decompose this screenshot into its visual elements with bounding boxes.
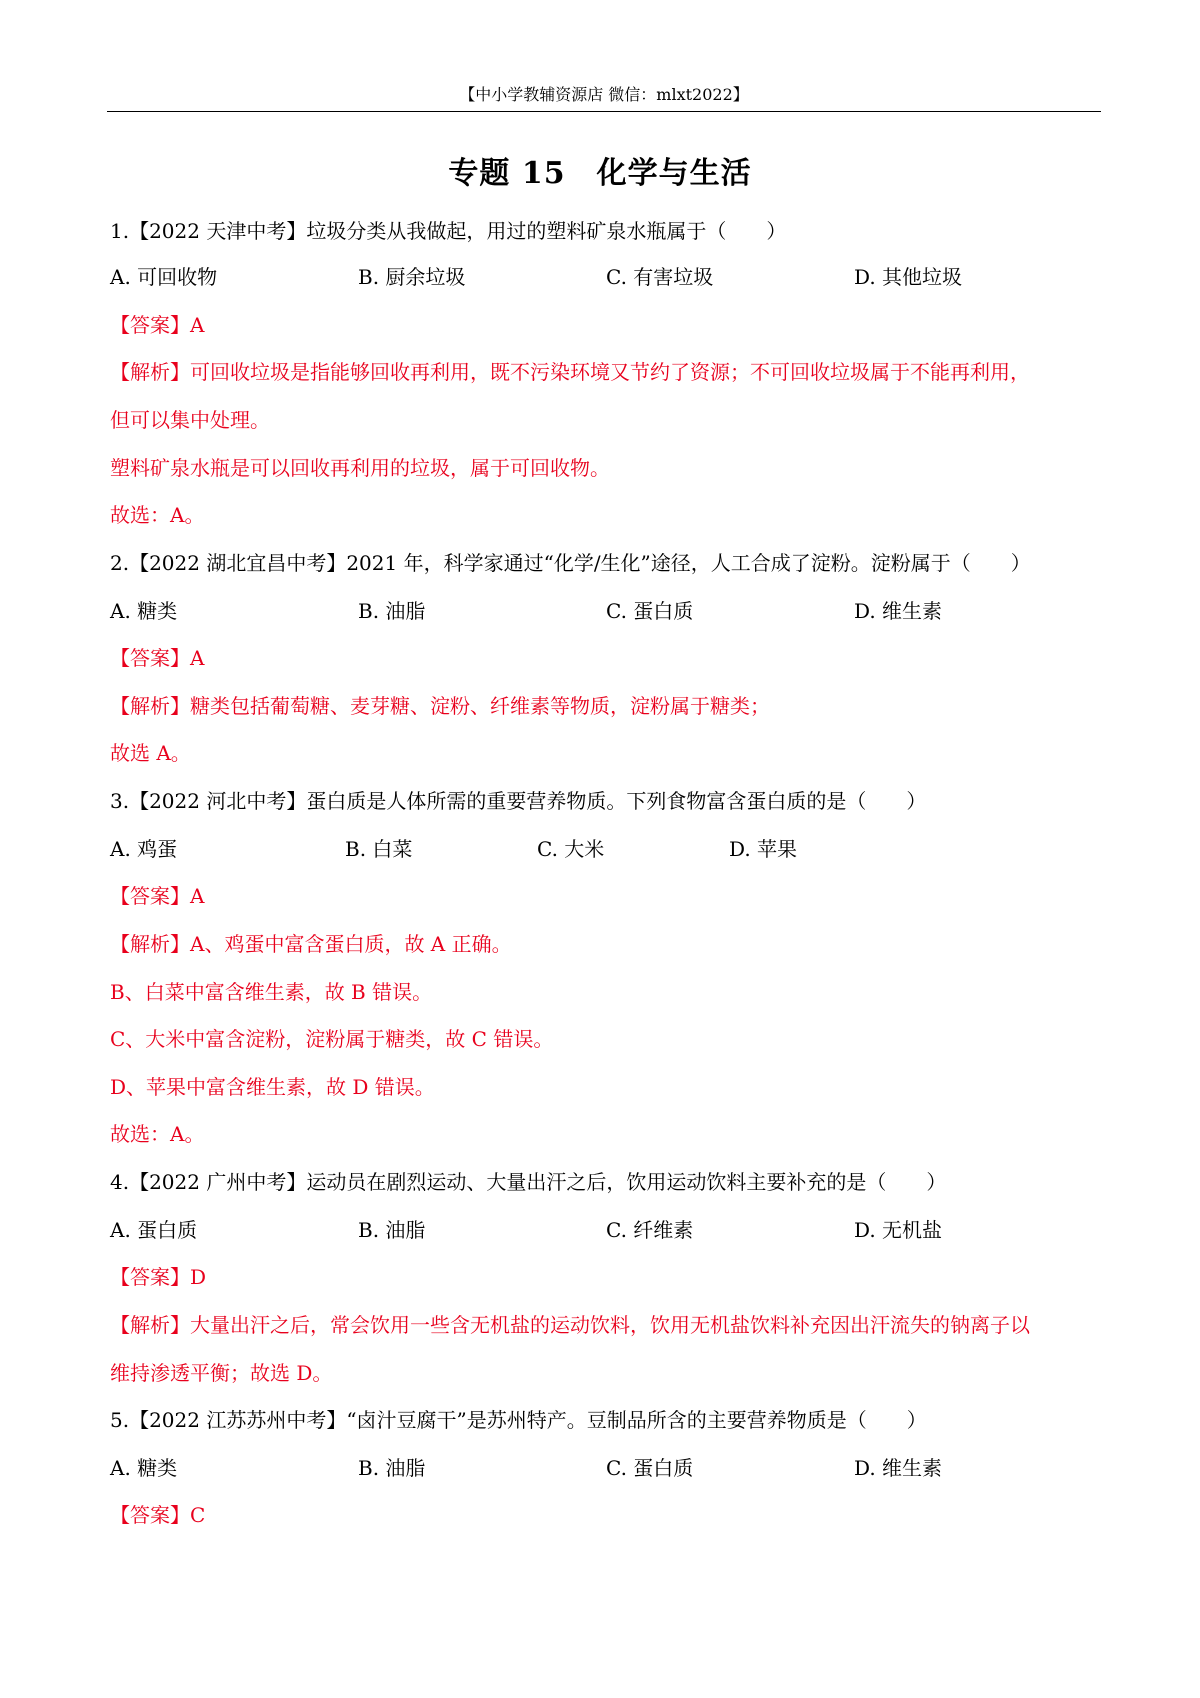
- option-a: A. 糖类: [110, 1456, 178, 1480]
- option-d: D. 维生素: [854, 1456, 943, 1480]
- option-d: D. 无机盐: [854, 1218, 943, 1242]
- option-b: B. 油脂: [358, 599, 426, 623]
- answer-line: 【答案】A: [110, 884, 205, 908]
- option-a: A. 可回收物: [110, 265, 218, 289]
- analysis-line: 【解析】可回收垃圾是指能够回收再利用，既不污染环境又节约了资源；不可回收垃圾属于不能再利用，: [110, 360, 1030, 384]
- page-title: 专题 15 化学与生活: [448, 156, 752, 191]
- option-b: B. 油脂: [358, 1218, 426, 1242]
- analysis-line: C、大米中富含淀粉，淀粉属于糖类，故 C 错误。: [110, 1027, 554, 1051]
- question-stem: 5.【2022 江苏苏州中考】“卤汁豆腐干”是苏州特产。豆制品所含的主要营养物质是（ ）: [110, 1408, 927, 1432]
- option-d: D. 维生素: [854, 599, 943, 623]
- option-c: C. 大米: [537, 837, 605, 861]
- option-a: A. 蛋白质: [110, 1218, 198, 1242]
- answer-line: 【答案】C: [110, 1503, 206, 1527]
- option-d: D. 苹果: [729, 837, 798, 861]
- option-b: B. 白菜: [345, 837, 413, 861]
- question-stem: 1.【2022 天津中考】垃圾分类从我做起，用过的塑料矿泉水瓶属于（ ）: [110, 219, 787, 243]
- answer-line: 【答案】A: [110, 646, 205, 670]
- analysis-line: 但可以集中处理。: [110, 408, 270, 432]
- answer-line: 【答案】D: [110, 1265, 207, 1289]
- option-c: C. 蛋白质: [606, 599, 694, 623]
- analysis-line: 故选 A。: [110, 741, 191, 765]
- analysis-line: 【解析】A、鸡蛋中富含蛋白质，故 A 正确。: [110, 932, 512, 956]
- option-b: B. 厨余垃圾: [358, 265, 466, 289]
- answer-line: 【答案】A: [110, 313, 205, 337]
- option-c: C. 有害垃圾: [606, 265, 714, 289]
- analysis-line: B、白菜中富含维生素，故 B 错误。: [110, 980, 433, 1004]
- question-stem: 3.【2022 河北中考】蛋白质是人体所需的重要营养物质。下列食物富含蛋白质的是（ ）: [110, 789, 927, 813]
- option-d: D. 其他垃圾: [854, 265, 963, 289]
- header-divider: [107, 111, 1101, 112]
- question-stem: 4.【2022 广州中考】运动员在剧烈运动、大量出汗之后，饮用运动饮料主要补充的是（ ）: [110, 1170, 947, 1194]
- page-header: 【中小学教辅资源店 微信：mlxt2022】: [459, 85, 749, 104]
- option-a: A. 糖类: [110, 599, 178, 623]
- option-c: C. 纤维素: [606, 1218, 694, 1242]
- analysis-line: 故选：A。: [110, 1122, 205, 1146]
- question-stem: 2.【2022 湖北宜昌中考】2021 年，科学家通过“化学/生化”途径，人工合成了淀粉。淀粉属于（ ）: [110, 551, 1031, 575]
- option-b: B. 油脂: [358, 1456, 426, 1480]
- analysis-line: 【解析】大量出汗之后，常会饮用一些含无机盐的运动饮料，饮用无机盐饮料补充因出汗流失的钠离子以: [110, 1313, 1030, 1337]
- analysis-line: 故选：A。: [110, 503, 205, 527]
- analysis-line: 维持渗透平衡；故选 D。: [110, 1361, 333, 1385]
- analysis-line: 塑料矿泉水瓶是可以回收再利用的垃圾，属于可回收物。: [110, 456, 610, 480]
- option-c: C. 蛋白质: [606, 1456, 694, 1480]
- analysis-line: D、苹果中富含维生素，故 D 错误。: [110, 1075, 435, 1099]
- analysis-line: 【解析】糖类包括葡萄糖、麦芽糖、淀粉、纤维素等物质，淀粉属于糖类；: [110, 694, 770, 718]
- option-a: A. 鸡蛋: [110, 837, 178, 861]
